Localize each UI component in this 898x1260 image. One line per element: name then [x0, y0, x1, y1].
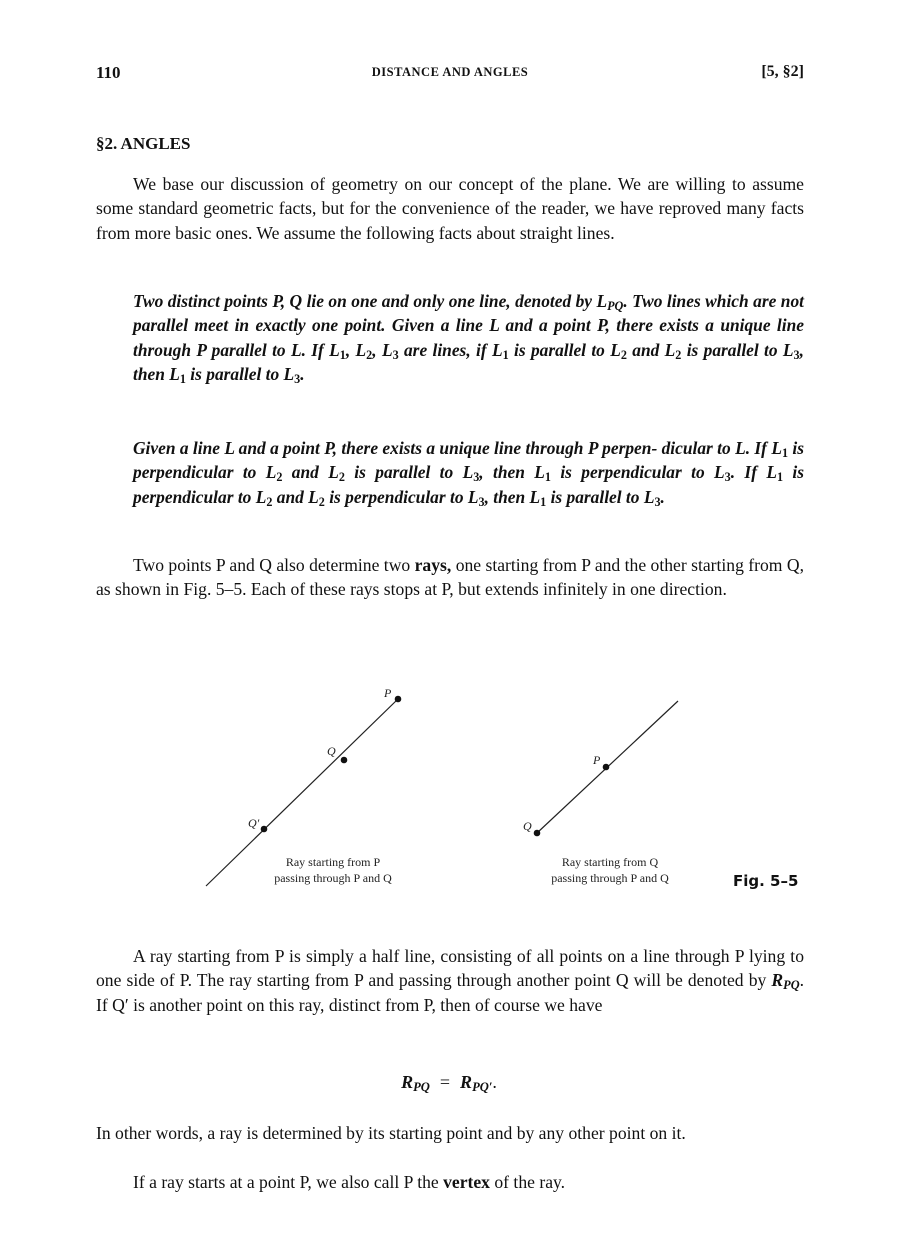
- caption-right-line1: Ray starting from Q: [561, 855, 659, 869]
- half-line-text-a: A ray starting from P is simply a half line, consisting of all points on a line through P lying to one side of P. The ray starting from P and passing through another point Q will be denoted by: [96, 946, 804, 991]
- page-header: [96, 63, 804, 85]
- axiom-block-perpendicular: Given a line L and a point P, there exists a unique line through P perpen- dicular to L. If $L_1$ is perpendicular to $L_2$ and $L_2$ is parallel to $L_3$, then $L_1$ is perpendicular to $L_3$. If $L_1$ is perpendicular to $L_2$ and $L_2$ is perpendicular to $L_3$, then $L_1$ is parallel to $L_3$.: [133, 438, 805, 509]
- rays-text-intro: Two points P and Q also determine two: [133, 555, 415, 575]
- running-title: DISTANCE AND ANGLES: [371, 65, 529, 79]
- point-q-prime-left: [261, 826, 268, 833]
- equation-period: .: [492, 1072, 497, 1092]
- paragraph-half-line: A ray starting from P is simply a half line, consisting of all points on a line through P lying to one side of P. The ray starting from P and passing through another point Q will be denoted by $R_{PQ}$. If Q′ is another point on this ray, distinct from P, then of course we have: [96, 946, 804, 1015]
- label-q-prime-left: Q′: [248, 816, 260, 830]
- point-q-right: [534, 830, 541, 837]
- equation-equals: =: [439, 1072, 451, 1092]
- vertex-text-b: of the ray.: [489, 1172, 566, 1192]
- section-heading: §2. ANGLES: [96, 134, 191, 153]
- section-reference: [5, §2]: [761, 63, 804, 80]
- caption-left-line1: Ray starting from P: [285, 855, 381, 869]
- label-p-left: P: [384, 686, 392, 700]
- caption-left: [238, 854, 428, 886]
- point-q-left: [341, 757, 348, 764]
- term-rays: rays,: [414, 555, 452, 575]
- caption-right: [515, 854, 705, 886]
- axiom-block-lines: Two distinct points P, Q lie on one and only one line, denoted by $L_{PQ}$. Two lines which are not parallel meet in exactly one point. Given a line L and a point P, there exists a unique line through P parallel to L. If $L_1$, $L_2$, $L_3$ are lines, if $L_1$ is parallel to $L_2$ and $L_2$ is parallel to $L_3$, then $L_1$ is parallel to $L_3$.: [133, 291, 804, 386]
- equation-lhs-subscript: PQ: [413, 1080, 430, 1095]
- label-p-right: P: [593, 753, 601, 767]
- equation-lhs: R: [401, 1072, 414, 1092]
- rays-text-rest: one starting from P and the other starting from Q, as shown in Fig. 5–5. Each of these rays stops at P, but extends infinitely in one direction.: [96, 555, 804, 600]
- caption-right-line2: passing through P and Q: [551, 871, 669, 885]
- equation-rays-equal: [0, 1072, 898, 1093]
- vertex-text-a: If a ray starts at a point P, we also call P the: [133, 1172, 444, 1192]
- paragraph-vertex: [96, 1170, 804, 1194]
- figure-label: Fig. 5–5: [733, 872, 799, 890]
- label-q-left: Q: [327, 744, 336, 758]
- label-q-right: Q: [523, 819, 532, 833]
- paragraph-intro: We base our discussion of geometry on our concept of the plane. We are willing to assume some standard geometric facts, but for the convenience of the reader, we have reproved many facts from more basic ones. We assume the following facts about straight lines.: [96, 174, 804, 243]
- page-number: 110: [96, 63, 121, 82]
- caption-left-line2: passing through P and Q: [274, 871, 392, 885]
- equation-rhs-subscript: PQ′: [472, 1080, 493, 1095]
- paragraph-rays: [96, 553, 804, 602]
- half-line-text-b: . If Q′ is another point on this ray, distinct from P, then of course we have: [96, 970, 804, 1015]
- point-p-left: [395, 696, 402, 703]
- equation-rhs: R: [460, 1072, 473, 1092]
- term-vertex: vertex: [443, 1172, 490, 1192]
- point-p-right: [603, 764, 610, 771]
- paragraph-determined: In other words, a ray is determined by its starting point and by any other point on it.: [96, 1123, 686, 1143]
- figure-5-5: [0, 668, 898, 908]
